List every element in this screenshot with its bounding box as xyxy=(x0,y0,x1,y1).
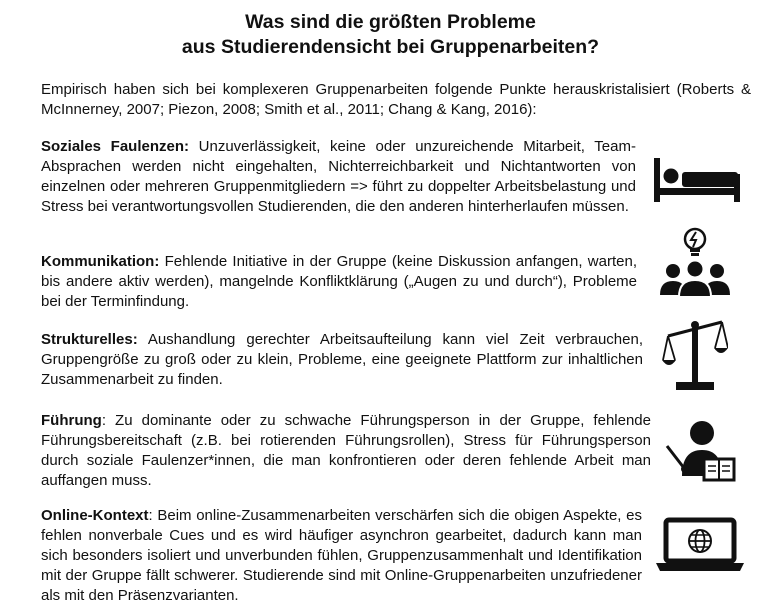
section-heading: Soziales Faulenzen: xyxy=(41,138,190,155)
section-text: Unzuverlässigkeit, keine oder unzureichende Mitarbeit, Team-Absprachen werden nicht eingehalten, Nichterreichbarkeit und Nichtantworten von einzelnen oder mehreren Gruppenmitgliedern => führt zu doppelter Arbeitsbelastung und Stress bei verantwortungsvollen Studierenden, die den anderen hinterherlaufen müssen. xyxy=(41,138,636,215)
section-online-kontext xyxy=(41,506,642,606)
section-soziales-faulenzen xyxy=(41,137,636,217)
scale-icon xyxy=(662,318,728,392)
intro-paragraph: Empirisch haben sich bei komplexeren Gruppenarbeiten folgende Punkte herauskristalisiert (Roberts & McInnerney, 2007; Piezon, 2008; Smith et al., 2011; Chang & Kang, 2016): xyxy=(41,81,751,118)
section-heading: Strukturelles: xyxy=(41,331,138,348)
section-text: : Beim online-Zusammenarbeiten verschärfen sich die obigen Aspekte, es fehlen nonverbale Cues und es wird häufiger asynchron gearbeitet, dadurch kann man sich besonders isoliert und unverbunden fühlen, Gruppenzusammenhalt und Identifikation mit der Gruppe fällt schwerer. Studierende sind mit Online-Gruppenarbeiten unzufriedener als mit den Präsenzvarianten. xyxy=(41,507,642,604)
section-fuehrung xyxy=(41,411,651,491)
section-strukturelles xyxy=(41,330,643,390)
section-text: Aushandlung gerechter Arbeitsaufteilung kann viel Zeit verbrauchen, Gruppengröße zu groß oder zu klein, Probleme, eine geeignete Plattform zur inhaltlichen Zusammenarbeit zu finden. xyxy=(41,331,643,388)
section-text: Fehlende Initiative in der Gruppe (keine Diskussion anfangen, warten, bis andere aktiv werden), mangelnde Konfliktklärung („Augen zu und durch“), Probleme bei der Terminfindung. xyxy=(41,253,637,310)
title-line-1: Was sind die größten Probleme xyxy=(245,11,536,33)
section-heading: Führung xyxy=(41,412,102,429)
title-line-2: aus Studierendensicht bei Gruppenarbeiten? xyxy=(181,36,600,58)
laptop-globe-icon xyxy=(656,517,744,573)
section-kommunikation xyxy=(41,252,637,312)
section-heading: Kommunikation: xyxy=(41,253,160,270)
section-heading: Online-Kontext xyxy=(41,507,149,524)
teacher-icon xyxy=(664,420,736,482)
group-idea-icon xyxy=(657,227,733,299)
bed-icon xyxy=(652,154,742,204)
page-title xyxy=(0,10,781,60)
section-text: : Zu dominante oder zu schwache Führungsperson in der Gruppe, fehlende Führungsbereitschaft (z.B. bei rotierenden Führungsrollen), Stress für Führungsperson durch soziale Faulenzer*innen, die man konfrontieren oder deren fehlende Arbeit man auffangen muss. xyxy=(41,412,651,489)
